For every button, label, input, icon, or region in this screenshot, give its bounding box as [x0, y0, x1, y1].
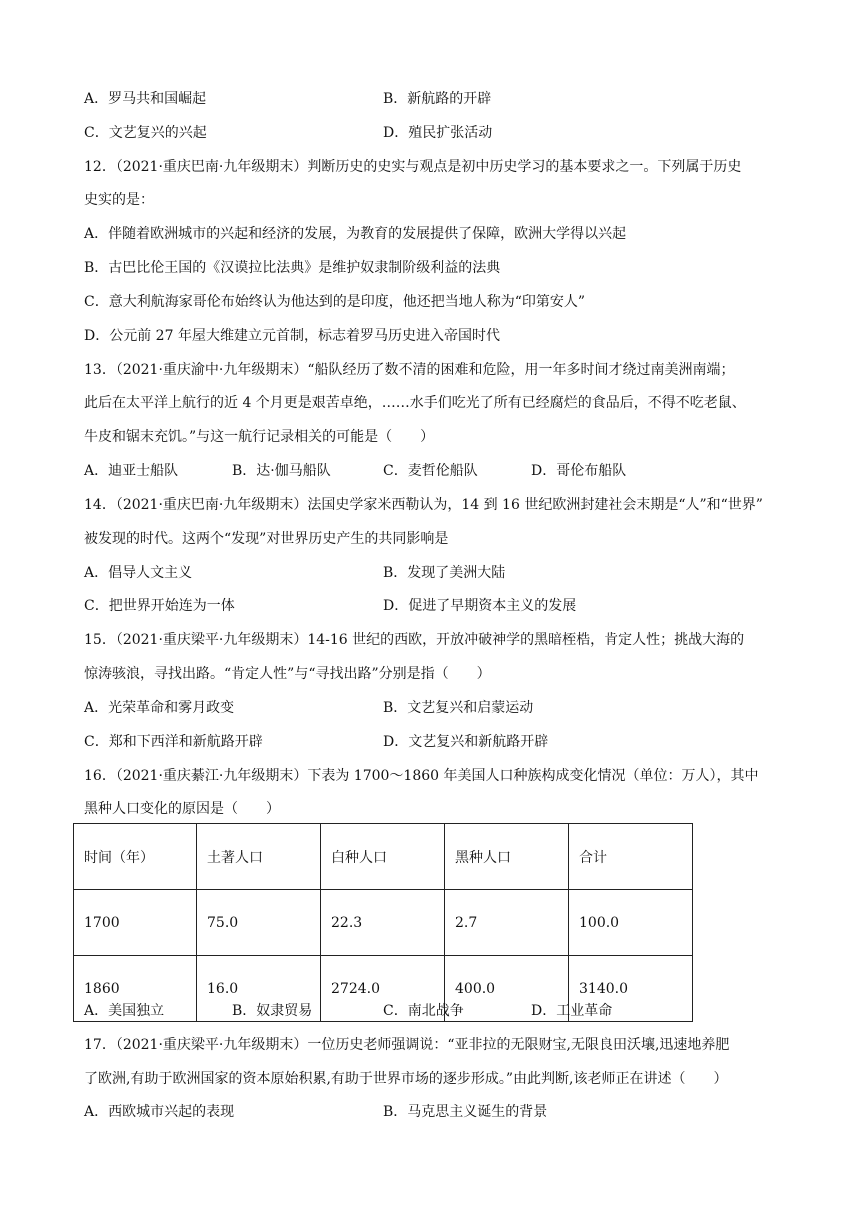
q13-option-b: B．达·伽马船队: [232, 463, 331, 479]
q14-option-c: C．把世界开始连为一体: [84, 598, 235, 614]
q15-stem-line2: 惊涛骇浪，寻找出路。“肯定人性”与“寻找出路”分别是指（ ）: [84, 666, 491, 682]
q17-option-a: A．西欧城市兴起的表现: [84, 1104, 235, 1120]
q13-option-c: C．麦哲伦船队: [383, 463, 478, 479]
q11-option-b: B．新航路的开辟: [383, 91, 492, 107]
table-cell: 100.0: [569, 890, 693, 956]
q16-option-b: B．奴隶贸易: [232, 1003, 313, 1019]
q12-option-b: B．古巴比伦王国的《汉谟拉比法典》是维护奴隶制阶级利益的法典: [84, 260, 501, 276]
q14-option-b: B．发现了美洲大陆: [383, 565, 506, 581]
q13-stem-line3: 牛皮和锯末充饥。”与这一航行记录相关的可能是（ ）: [84, 429, 435, 445]
q17-stem-line2: 了欧洲,有助于欧洲国家的资本原始积累,有助于世界市场的逐步形成。”由此判断,该老师正在讲述（ ）: [84, 1071, 728, 1087]
q17-stem-line1: 17．（2021·重庆梁平·九年级期末）一位历史老师强调说：“亚非拉的无限财宝,无限良田沃壤,迅速地养肥: [84, 1037, 730, 1053]
table-row: [74, 890, 693, 956]
q16-stem-line1: 16．（2021·重庆綦江·九年级期末）下表为 1700～1860 年美国人口种族构成变化情况（单位：万人），其中: [84, 768, 759, 784]
q16-option-a: A．美国独立: [84, 1003, 165, 1019]
q16-stem-line2: 黑种人口变化的原因是（ ）: [84, 801, 280, 817]
q12-option-a: A．伴随着欧洲城市的兴起和经济的发展，为教育的发展提供了保障，欧洲大学得以兴起: [84, 226, 627, 242]
q12-option-c: C．意大利航海家哥伦布始终认为他达到的是印度，他还把当地人称为“印第安人”: [84, 294, 586, 310]
table-header-cell: 时间（年）: [74, 824, 197, 890]
table-cell: 400.0: [445, 956, 569, 1022]
table-header-cell: 白种人口: [321, 824, 445, 890]
q15-option-d: D．文艺复兴和新航路开辟: [383, 734, 549, 750]
table-cell: 16.0: [197, 956, 321, 1022]
q13-stem-line1: 13．（2021·重庆渝中·九年级期末）“船队经历了数不清的困难和危险，用一年多时间才绕过南美洲南端；: [84, 362, 735, 378]
table-header-cell: 土著人口: [197, 824, 321, 890]
q14-stem-line2: 被发现的时代。这两个“发现”对世界历史产生的共同影响是: [84, 531, 449, 547]
table-cell: 1860: [74, 956, 197, 1022]
q12-stem-line2: 史实的是：: [84, 192, 154, 208]
population-table: [73, 823, 693, 1022]
table-cell: 2.7: [445, 890, 569, 956]
q15-stem-line1: 15．（2021·重庆梁平·九年级期末）14-16 世纪的西欧，开放冲破神学的黑暗桎梏，肯定人性；挑战大海的: [84, 632, 745, 648]
q11-option-c: C．文艺复兴的兴起: [84, 125, 207, 141]
q14-option-d: D．促进了早期资本主义的发展: [383, 598, 577, 614]
q16-option-c: C．南北战争: [383, 1003, 464, 1019]
q15-option-a: A．光荣革命和雾月政变: [84, 700, 235, 716]
table-cell: 1700: [74, 890, 197, 956]
table-header-cell: 合计: [569, 824, 693, 890]
table-cell: 3140.0: [569, 956, 693, 1022]
q13-option-a: A．迪亚士船队: [84, 463, 179, 479]
q14-option-a: A．倡导人文主义: [84, 565, 193, 581]
q12-option-d: D．公元前 27 年屋大维建立元首制，标志着罗马历史进入帝国时代: [84, 328, 500, 344]
table-header-row: [74, 824, 693, 890]
table-cell: 22.3: [321, 890, 445, 956]
table-header-cell: 黑种人口: [445, 824, 569, 890]
q11-option-a: A．罗马共和国崛起: [84, 91, 207, 107]
q15-option-c: C．郑和下西洋和新航路开辟: [84, 734, 263, 750]
q11-option-d: D．殖民扩张活动: [383, 125, 493, 141]
q13-stem-line2: 此后在太平洋上航行的近 4 个月更是艰苦卓绝，……水手们吃光了所有已经腐烂的食品后，不得不吃老鼠、: [84, 395, 746, 411]
q16-option-d: D．工业革命: [531, 1003, 613, 1019]
q14-stem-line1: 14．（2021·重庆巴南·九年级期末）法国史学家米西勒认为，14 到 16 世纪欧洲封建社会末期是“人”和“世界”: [84, 497, 763, 513]
q12-stem-line1: 12．（2021·重庆巴南·九年级期末）判断历史的史实与观点是初中历史学习的基本要求之一。下列属于历史: [84, 159, 742, 175]
q15-option-b: B．文艺复兴和启蒙运动: [383, 700, 534, 716]
table-cell: 75.0: [197, 890, 321, 956]
table-cell: 2724.0: [321, 956, 445, 1022]
q13-option-d: D．哥伦布船队: [531, 463, 627, 479]
q17-option-b: B．马克思主义诞生的背景: [383, 1104, 548, 1120]
